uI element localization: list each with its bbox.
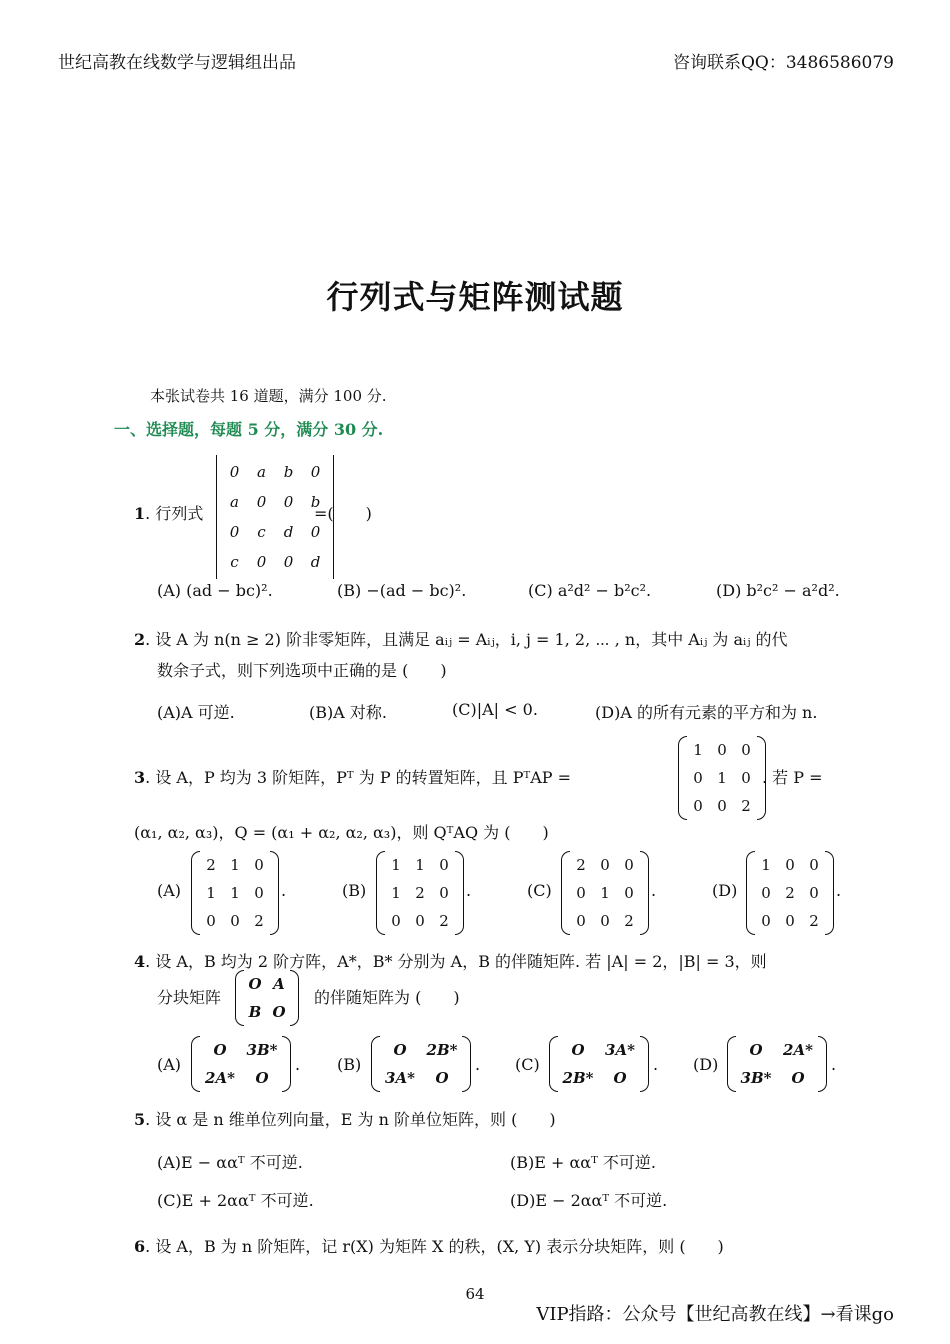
- matrix-cell: 0: [741, 769, 751, 787]
- matrix-cell: 0: [785, 856, 795, 874]
- option-b: (B)A 对称.: [309, 703, 387, 722]
- option-c: (C) a²d² − b²c².: [528, 581, 652, 600]
- matrix-cell: O: [213, 1041, 227, 1059]
- matrix-cell: 3A*: [385, 1069, 415, 1087]
- option-matrix: [191, 1036, 291, 1092]
- question-5: 5. 设 α 是 n 维单位列向量，E 为 n 阶单位矩阵，则 ( ): [134, 1110, 556, 1129]
- matrix-cell: 1: [391, 884, 401, 902]
- matrix-cell: 0: [254, 856, 264, 874]
- matrix-cell: 0: [717, 741, 727, 759]
- matrix-cell: b: [283, 463, 294, 481]
- matrix-cell: 2B*: [426, 1041, 458, 1059]
- matrix-cell: 0: [785, 912, 795, 930]
- question-3-line2: (α₁, α₂, α₃)，Q = (α₁ + α₂, α₂, α₃)，则 QᵀAQ 为 ( ): [134, 823, 549, 842]
- matrix-cell: O: [613, 1069, 627, 1087]
- option-a: (A)E − ααᵀ 不可逆.: [157, 1153, 303, 1172]
- matrix-cell: 0: [256, 493, 267, 511]
- option-label: (C): [515, 1055, 540, 1074]
- question-number: 6: [134, 1237, 146, 1256]
- matrix-cell: 2: [809, 912, 819, 930]
- option-label: (D): [712, 881, 738, 900]
- option-label: (D): [693, 1055, 719, 1074]
- matrix-cell: 0: [717, 797, 727, 815]
- matrix-cell: c: [230, 553, 239, 571]
- matrix-cell: 0: [230, 912, 240, 930]
- block-matrix: [235, 970, 299, 1026]
- matrix-cell: 0: [809, 884, 819, 902]
- question-4-line2-pre: 分块矩阵: [157, 988, 222, 1007]
- matrix-cell: 0: [576, 912, 586, 930]
- question-2-line2: 数余子式，则下列选项中正确的是 ( ): [157, 661, 447, 680]
- matrix-cell: 0: [254, 884, 264, 902]
- matrix-cell: 0: [206, 912, 216, 930]
- option-period: .: [281, 881, 287, 900]
- matrix-cell: 0: [439, 884, 449, 902]
- matrix-cell: 0: [600, 856, 610, 874]
- option-matrix: [561, 851, 649, 935]
- matrix-cell: 1: [415, 856, 425, 874]
- matrix-cell: 3A*: [605, 1041, 635, 1059]
- question-2-line1: 设 A 为 n(n ≥ 2) 阶非零矩阵，且满足 aᵢⱼ = Aᵢⱼ，i, j = 1, 2, ⋯ , n，其中 Aᵢⱼ 为 aᵢⱼ 的代: [155, 630, 788, 649]
- matrix-cell: O: [393, 1041, 407, 1059]
- option-period: .: [475, 1055, 481, 1074]
- question-1-prefix: 行列式: [155, 504, 204, 523]
- header-right: 咨询联系QQ：3486586079: [672, 53, 894, 73]
- question-4-line1: 设 A，B 均为 2 阶方阵，A*，B* 分别为 A，B 的伴随矩阵. 若 |A| = 2，|B| = 3，则: [155, 952, 767, 971]
- question-1-suffix: =( ): [314, 504, 372, 523]
- option-b: (B) −(ad − bc)².: [337, 581, 467, 600]
- question-number: 2: [134, 630, 146, 649]
- matrix-cell: 0: [624, 884, 634, 902]
- option-period: .: [836, 881, 842, 900]
- option-label: (A): [157, 881, 182, 900]
- matrix-cell: 0: [310, 523, 321, 541]
- footer-vip: VIP指路：公众号【世纪高教在线】→看课go: [536, 1304, 894, 1325]
- option-c: (C)E + 2ααᵀ 不可逆.: [157, 1191, 314, 1210]
- matrix-cell: 0: [600, 912, 610, 930]
- question-2: 2. 设 A 为 n(n ≥ 2) 阶非零矩阵，且满足 aᵢⱼ = Aᵢⱼ，i, j = 1, 2, ⋯ , n，其中 Aᵢⱼ 为 aᵢⱼ 的代: [134, 630, 788, 649]
- matrix-cell: 1: [761, 856, 771, 874]
- option-a: (A) (ad − bc)².: [157, 581, 273, 600]
- matrix-cell: 0: [741, 741, 751, 759]
- given-matrix: [678, 736, 766, 820]
- option-matrix: [549, 1036, 649, 1092]
- matrix-cell: 2: [254, 912, 264, 930]
- matrix-cell: 0: [761, 884, 771, 902]
- question-number: 1: [134, 504, 146, 523]
- question-5-stem: 设 α 是 n 维单位列向量，E 为 n 阶单位矩阵，则 ( ): [155, 1110, 556, 1129]
- matrix-cell: 0: [229, 523, 240, 541]
- option-matrix: [191, 851, 279, 935]
- question-6-stem: 设 A，B 为 n 阶矩阵，记 r(X) 为矩阵 X 的秩，(X, Y) 表示分块矩阵，则 ( ): [155, 1237, 724, 1256]
- matrix-cell: O: [248, 975, 262, 993]
- matrix-cell: 0: [310, 463, 321, 481]
- matrix-cell: O: [571, 1041, 585, 1059]
- page-number: 64: [465, 1285, 485, 1303]
- matrix-cell: A: [273, 975, 285, 993]
- matrix-cell: O: [272, 1003, 286, 1021]
- matrix-cell: 0: [809, 856, 819, 874]
- matrix-cell: 2: [415, 884, 425, 902]
- matrix-cell: 2: [741, 797, 751, 815]
- matrix-cell: 0: [283, 553, 294, 571]
- question-4: 4. 设 A，B 均为 2 阶方阵，A*，B* 分别为 A，B 的伴随矩阵. 若 |A| = 2，|B| = 3，则: [134, 952, 767, 971]
- matrix-cell: 0: [391, 912, 401, 930]
- matrix-cell: 0: [576, 884, 586, 902]
- matrix-cell: 2: [785, 884, 795, 902]
- matrix-cell: 1: [693, 741, 703, 759]
- matrix-cell: 0: [256, 553, 267, 571]
- header-left: 世纪高教在线数学与逻辑组出品: [58, 53, 296, 73]
- matrix-cell: a: [257, 463, 266, 481]
- page-title: 行列式与矩阵测试题: [326, 278, 624, 316]
- option-d: (D)A 的所有元素的平方和为 n.: [595, 703, 818, 722]
- question-3: 3. 设 A，P 均为 3 阶矩阵，Pᵀ 为 P 的转置矩阵，且 PᵀAP =: [134, 768, 572, 787]
- matrix-cell: 1: [230, 856, 240, 874]
- option-period: .: [651, 881, 657, 900]
- matrix-cell: 0: [283, 493, 294, 511]
- option-matrix: [371, 1036, 471, 1092]
- matrix-cell: O: [749, 1041, 763, 1059]
- option-period: .: [466, 881, 472, 900]
- matrix-cell: 2: [439, 912, 449, 930]
- matrix-cell: O: [435, 1069, 449, 1087]
- matrix-cell: 1: [600, 884, 610, 902]
- option-matrix: [746, 851, 834, 935]
- matrix-cell: 2A*: [205, 1069, 235, 1087]
- option-label: (B): [342, 881, 367, 900]
- matrix-cell: 2: [206, 856, 216, 874]
- question-number: 4: [134, 952, 146, 971]
- matrix-cell: b: [310, 493, 321, 511]
- matrix-cell: a: [230, 493, 239, 511]
- option-matrix: [376, 851, 464, 935]
- option-d: (D)E − 2ααᵀ 不可逆.: [510, 1191, 668, 1210]
- matrix-cell: 0: [229, 463, 240, 481]
- question-3-line1-end: . 若 P =: [762, 768, 823, 787]
- matrix-cell: 1: [717, 769, 727, 787]
- matrix-cell: 2A*: [783, 1041, 813, 1059]
- matrix-cell: 0: [439, 856, 449, 874]
- matrix-cell: c: [257, 523, 266, 541]
- matrix-cell: d: [283, 523, 294, 541]
- matrix-cell: 2: [576, 856, 586, 874]
- matrix-cell: 0: [693, 769, 703, 787]
- matrix-cell: d: [310, 553, 321, 571]
- question-3-line1: 设 A，P 均为 3 阶矩阵，Pᵀ 为 P 的转置矩阵，且 PᵀAP =: [155, 768, 572, 787]
- question-4-line2-post: 的伴随矩阵为 ( ): [314, 988, 460, 1007]
- matrix-cell: 1: [230, 884, 240, 902]
- matrix-cell: 3B*: [246, 1041, 278, 1059]
- matrix-cell: 0: [761, 912, 771, 930]
- option-d: (D) b²c² − a²d².: [716, 581, 840, 600]
- matrix-cell: 0: [693, 797, 703, 815]
- question-1: 1. 行列式 0 a b 0 a 0 0 b 0 c d 0 c 0 0 d =( ): [134, 455, 838, 575]
- option-label: (A): [157, 1055, 182, 1074]
- matrix-cell: 2: [624, 912, 634, 930]
- section-heading: 一、选择题，每题 5 分，满分 30 分.: [114, 420, 384, 439]
- matrix-cell: 3B*: [740, 1069, 772, 1087]
- question-number: 5: [134, 1110, 146, 1129]
- option-label: (C): [527, 881, 552, 900]
- option-matrix: [727, 1036, 827, 1092]
- option-label: (B): [337, 1055, 362, 1074]
- matrix-cell: O: [791, 1069, 805, 1087]
- option-period: .: [831, 1055, 837, 1074]
- matrix-cell: B: [248, 1003, 262, 1021]
- matrix-cell: O: [255, 1069, 269, 1087]
- matrix-cell: 1: [206, 884, 216, 902]
- matrix-cell: 0: [624, 856, 634, 874]
- matrix-cell: 2B*: [562, 1069, 594, 1087]
- option-a: (A)A 可逆.: [157, 703, 235, 722]
- exam-intro: 本张试卷共 16 道题，满分 100 分.: [150, 387, 387, 405]
- matrix-cell: 0: [415, 912, 425, 930]
- matrix-cell: 1: [391, 856, 401, 874]
- question-number: 3: [134, 768, 146, 787]
- option-c: (C)|A| < 0.: [452, 700, 538, 719]
- option-period: .: [295, 1055, 301, 1074]
- option-b: (B)E + ααᵀ 不可逆.: [510, 1153, 657, 1172]
- option-period: .: [653, 1055, 659, 1074]
- question-6: 6. 设 A，B 为 n 阶矩阵，记 r(X) 为矩阵 X 的秩，(X, Y) 表示分块矩阵，则 ( ): [134, 1237, 724, 1256]
